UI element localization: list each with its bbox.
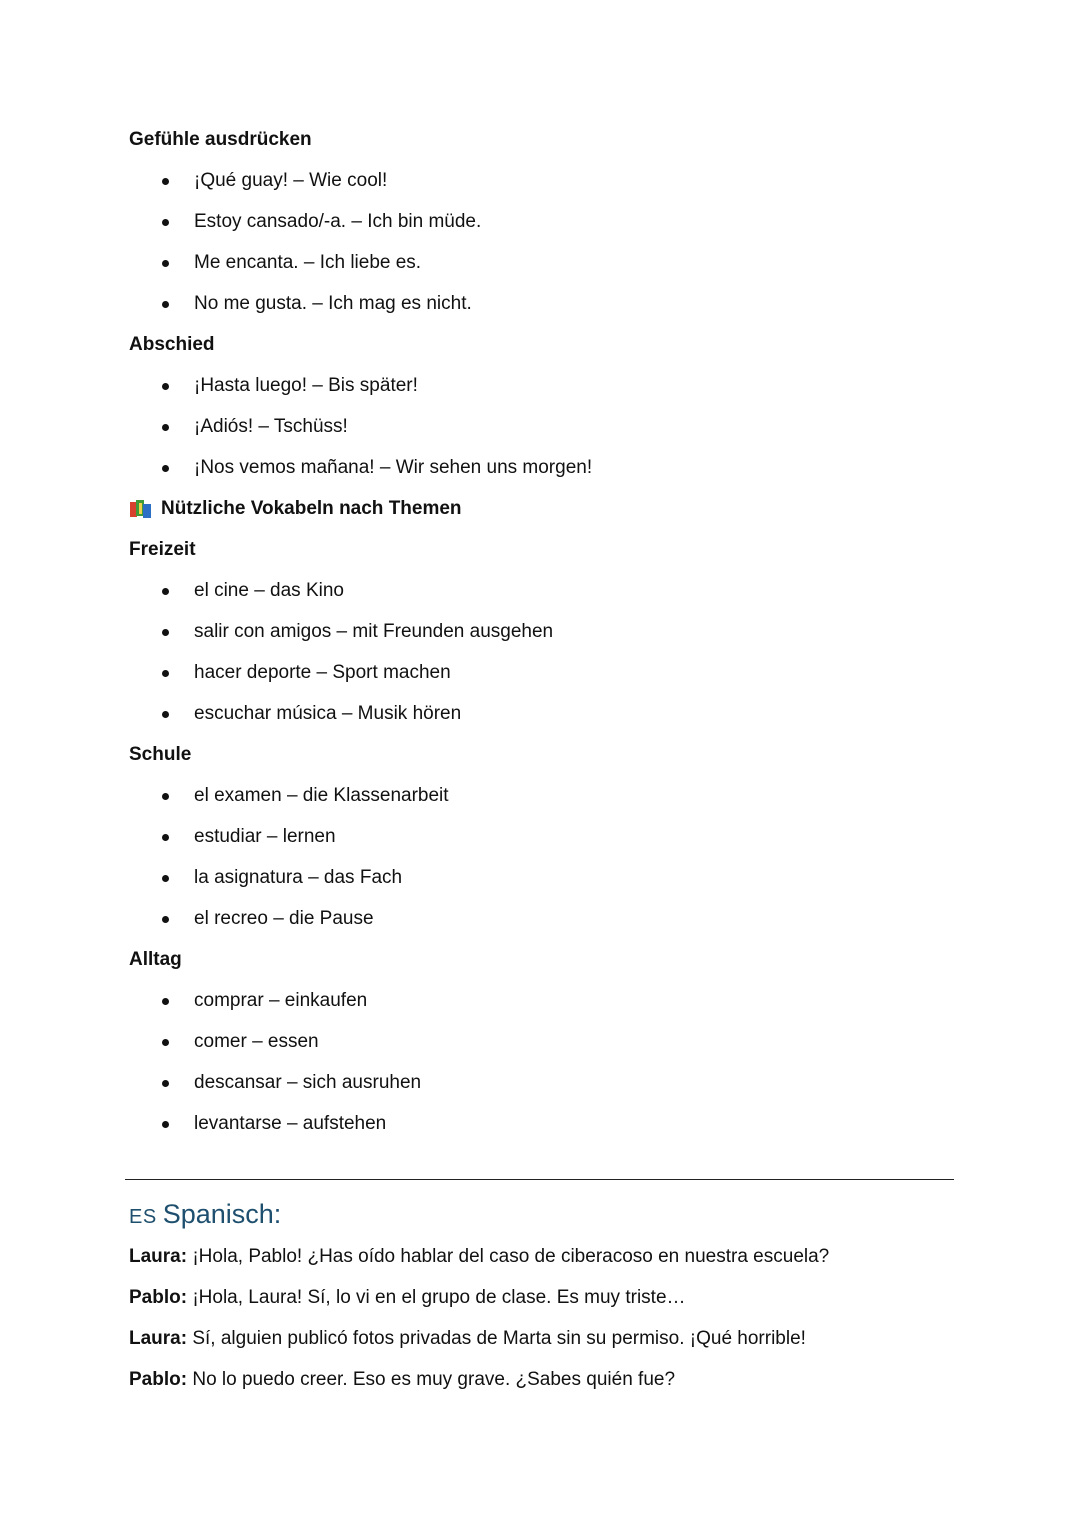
bullet-icon (162, 383, 169, 390)
list-item: Estoy cansado/-a. – Ich bin müde. (129, 208, 959, 236)
bullet-icon (162, 219, 169, 226)
bullet-icon (162, 1121, 169, 1128)
list-item: ¡Nos vemos mañana! – Wir sehen uns morgen! (129, 454, 959, 482)
list-item: salir con amigos – mit Freunden ausgehen (129, 618, 959, 646)
speaker-name: Pablo: (129, 1369, 188, 1390)
list-item: ¡Qué guay! – Wie cool! (129, 167, 959, 195)
list-item: estudiar – lernen (129, 823, 959, 851)
list-item: ¡Hasta luego! – Bis später! (129, 372, 959, 400)
dialogue-line (129, 1243, 959, 1271)
vocab-list-feelings (129, 167, 959, 318)
list-item: descansar – sich ausruhen (129, 1069, 959, 1097)
bullet-icon (162, 260, 169, 267)
section-heading-school: Schule (129, 744, 192, 765)
dialogue-line (129, 1366, 959, 1394)
books-icon (129, 499, 153, 519)
bullet-icon (162, 875, 169, 882)
bullet-icon (162, 301, 169, 308)
speaker-name: Laura: (129, 1246, 188, 1267)
dialogue-text: ¡Hola, Laura! Sí, lo vi en el grupo de clase. Es muy triste… (192, 1287, 686, 1308)
topic-heading (129, 495, 959, 523)
dialogue-text: ¡Hola, Pablo! ¿Has oído hablar del caso de ciberacoso en nuestra escuela? (192, 1246, 830, 1267)
bullet-icon (162, 424, 169, 431)
dialogue (129, 1243, 959, 1407)
list-item: ¡Adiós! – Tschüss! (129, 413, 959, 441)
list-item: comer – essen (129, 1028, 959, 1056)
bullet-icon (162, 588, 169, 595)
bullet-icon (162, 670, 169, 677)
list-item: el cine – das Kino (129, 577, 959, 605)
bullet-icon (162, 629, 169, 636)
section-heading-feelings: Gefühle ausdrücken (129, 129, 312, 150)
list-item: escuchar música – Musik hören (129, 700, 959, 728)
list-item: la asignatura – das Fach (129, 864, 959, 892)
speaker-name: Pablo: (129, 1287, 188, 1308)
dialogue-line (129, 1284, 959, 1312)
dialogue-text: No lo puedo creer. Eso es muy grave. ¿Sabes quién fue? (192, 1369, 676, 1390)
spanish-section-title-label: Spanisch: (162, 1199, 282, 1229)
section-heading-everyday: Alltag (129, 949, 182, 970)
topic-heading-label: Nützliche Vokabeln nach Themen (161, 498, 462, 519)
spanish-section-title (129, 1199, 281, 1235)
bullet-icon (162, 465, 169, 472)
bullet-icon (162, 834, 169, 841)
vocab-list-everyday (129, 987, 959, 1138)
section-heading-farewell: Abschied (129, 334, 215, 355)
list-item: Me encanta. – Ich liebe es. (129, 249, 959, 277)
dialogue-line (129, 1325, 959, 1353)
section-heading-leisure: Freizeit (129, 539, 196, 560)
list-item: hacer deporte – Sport machen (129, 659, 959, 687)
vocab-list-leisure (129, 577, 959, 728)
speaker-name: Laura: (129, 1328, 188, 1349)
bullet-icon (162, 998, 169, 1005)
vocab-list-school (129, 782, 959, 933)
list-item: levantarse – aufstehen (129, 1110, 959, 1138)
bullet-icon (162, 1039, 169, 1046)
bullet-icon (162, 916, 169, 923)
bullet-icon (162, 178, 169, 185)
horizontal-divider (125, 1179, 954, 1180)
list-item: el recreo – die Pause (129, 905, 959, 933)
bullet-icon (162, 711, 169, 718)
bullet-icon (162, 1080, 169, 1087)
vocab-list-farewell (129, 372, 959, 482)
bullet-icon (162, 793, 169, 800)
list-item: No me gusta. – Ich mag es nicht. (129, 290, 959, 318)
list-item: comprar – einkaufen (129, 987, 959, 1015)
list-item: el examen – die Klassenarbeit (129, 782, 959, 810)
dialogue-text: Sí, alguien publicó fotos privadas de Marta sin su permiso. ¡Qué horrible! (192, 1328, 806, 1349)
vocabulary-content (129, 126, 959, 1151)
spain-flag-icon: ES (129, 1206, 157, 1228)
